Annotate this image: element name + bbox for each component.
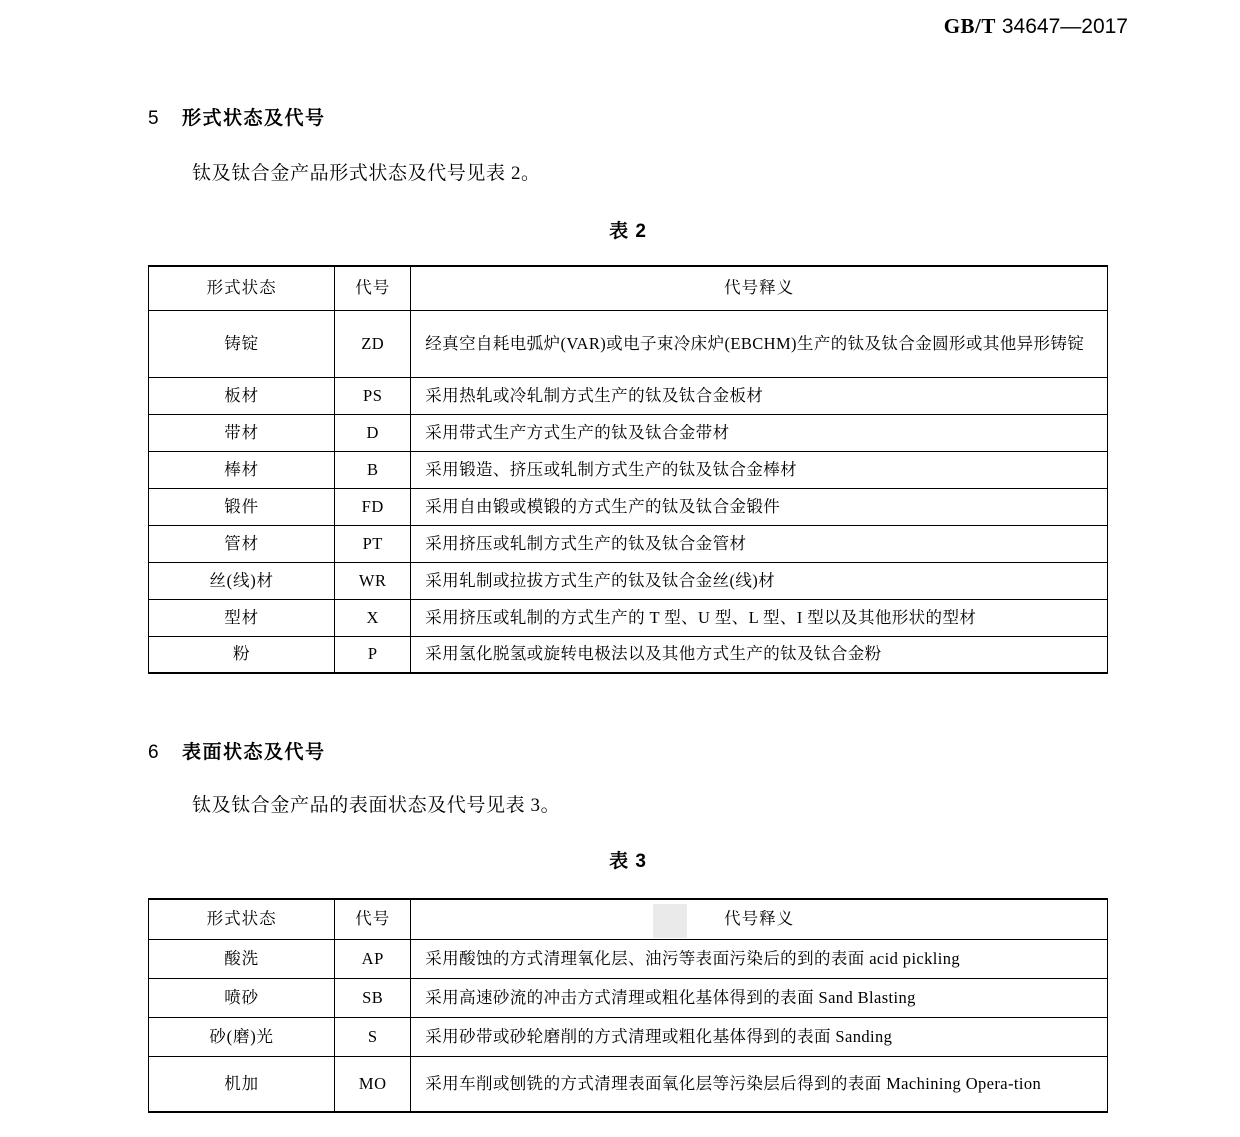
table-row xyxy=(149,939,1108,978)
table-2-col-header-state: 形式状态 xyxy=(149,266,335,310)
table-row xyxy=(149,636,1108,673)
table-2-state: 丝(线)材 xyxy=(149,562,335,599)
table-2-state: 粉 xyxy=(149,636,335,673)
table-2-code: WR xyxy=(335,562,411,599)
table-2-state: 铸锭 xyxy=(149,310,335,377)
clause-5-number: 5 xyxy=(148,108,159,129)
clause-5-paragraph: 钛及钛合金产品形式状态及代号见表 2。 xyxy=(192,163,541,184)
table-2-state: 管材 xyxy=(149,525,335,562)
table-row xyxy=(149,414,1108,451)
table-2-desc: 经真空自耗电弧炉(VAR)或电子束冷床炉(EBCHM)生产的钛及钛合金圆形或其他异形铸锭 xyxy=(411,310,1108,377)
table-2-state: 带材 xyxy=(149,414,335,451)
table-3-desc: 采用酸蚀的方式清理氧化层、油污等表面污染后的到的表面 acid pickling xyxy=(411,939,1108,978)
table-2-desc: 采用轧制或拉拔方式生产的钛及钛合金丝(线)材 xyxy=(411,562,1108,599)
clause-5-heading xyxy=(148,103,326,130)
standard-number: 34647—2017 xyxy=(1001,15,1128,38)
table-3-header-row xyxy=(149,899,1108,939)
table-2-desc: 采用带式生产方式生产的钛及钛合金带材 xyxy=(411,414,1108,451)
table-2-code: FD xyxy=(335,488,411,525)
table-row xyxy=(149,562,1108,599)
clause-6-heading xyxy=(148,737,326,764)
table-3-state: 喷砂 xyxy=(149,978,335,1017)
table-2-desc: 采用锻造、挤压或轧制方式生产的钛及钛合金棒材 xyxy=(411,451,1108,488)
table-3-desc: 采用高速砂流的冲击方式清理或粗化基体得到的表面 Sand Blasting xyxy=(411,978,1108,1017)
clause-6-paragraph: 钛及钛合金产品的表面状态及代号见表 3。 xyxy=(192,795,561,816)
table-2-desc: 采用自由锻或模锻的方式生产的钛及钛合金锻件 xyxy=(411,488,1108,525)
table-3-state: 砂(磨)光 xyxy=(149,1017,335,1056)
table-3-col-header-state: 形式状态 xyxy=(149,899,335,939)
table-3-code: MO xyxy=(335,1056,411,1112)
table-2-desc: 采用挤压或轧制的方式生产的 T 型、U 型、L 型、I 型以及其他形状的型材 xyxy=(411,599,1108,636)
table-2-header-row xyxy=(149,266,1108,310)
table-3-caption: 表 3 xyxy=(609,851,647,872)
table-row xyxy=(149,1056,1108,1112)
table-2-caption: 表 2 xyxy=(609,221,647,242)
page-header-standard-id xyxy=(944,14,1128,39)
table-3-desc: 采用砂带或砂轮磨削的方式清理或粗化基体得到的表面 Sanding xyxy=(411,1017,1108,1056)
standard-prefix: GB/T xyxy=(943,14,996,38)
table-2-code: B xyxy=(335,451,411,488)
table-3-state: 酸洗 xyxy=(149,939,335,978)
table-row xyxy=(149,599,1108,636)
table-3-state: 机加 xyxy=(149,1056,335,1112)
table-row xyxy=(149,525,1108,562)
table-2-code: PT xyxy=(335,525,411,562)
table-2-container xyxy=(148,265,1108,674)
table-2-code: P xyxy=(335,636,411,673)
table-2-state: 棒材 xyxy=(149,451,335,488)
table-3-col-header-code: 代号 xyxy=(335,899,411,939)
table-2-desc: 采用氢化脱氢或旋转电极法以及其他方式生产的钛及钛合金粉 xyxy=(411,636,1108,673)
table-3-code: AP xyxy=(335,939,411,978)
table-2-state: 型材 xyxy=(149,599,335,636)
clause-5-title: 形式状态及代号 xyxy=(182,108,326,129)
table-2-state: 锻件 xyxy=(149,488,335,525)
table-3-desc: 采用车削或刨铣的方式清理表面氧化层等污染层后得到的表面 Machining Opera-tion xyxy=(411,1056,1108,1112)
clause-6-number: 6 xyxy=(148,742,159,763)
table-row xyxy=(149,488,1108,525)
table-3 xyxy=(148,898,1108,1113)
table-2-code: PS xyxy=(335,377,411,414)
clause-6-title: 表面状态及代号 xyxy=(182,742,326,763)
table-3-col-header-desc: 代号释义 xyxy=(411,899,1108,939)
table-row xyxy=(149,978,1108,1017)
table-2-col-header-desc: 代号释义 xyxy=(411,266,1108,310)
table-3-code: SB xyxy=(335,978,411,1017)
table-2-desc: 采用热轧或冷轧制方式生产的钛及钛合金板材 xyxy=(411,377,1108,414)
table-2-desc: 采用挤压或轧制方式生产的钛及钛合金管材 xyxy=(411,525,1108,562)
table-2-state: 板材 xyxy=(149,377,335,414)
table-row xyxy=(149,1017,1108,1056)
table-2-col-header-code: 代号 xyxy=(335,266,411,310)
table-2-code: ZD xyxy=(335,310,411,377)
table-2-code: D xyxy=(335,414,411,451)
table-3-code: S xyxy=(335,1017,411,1056)
table-2-code: X xyxy=(335,599,411,636)
table-2 xyxy=(148,265,1108,674)
table-row xyxy=(149,451,1108,488)
table-3-container xyxy=(148,898,1108,1113)
table-row xyxy=(149,310,1108,377)
table-row xyxy=(149,377,1108,414)
